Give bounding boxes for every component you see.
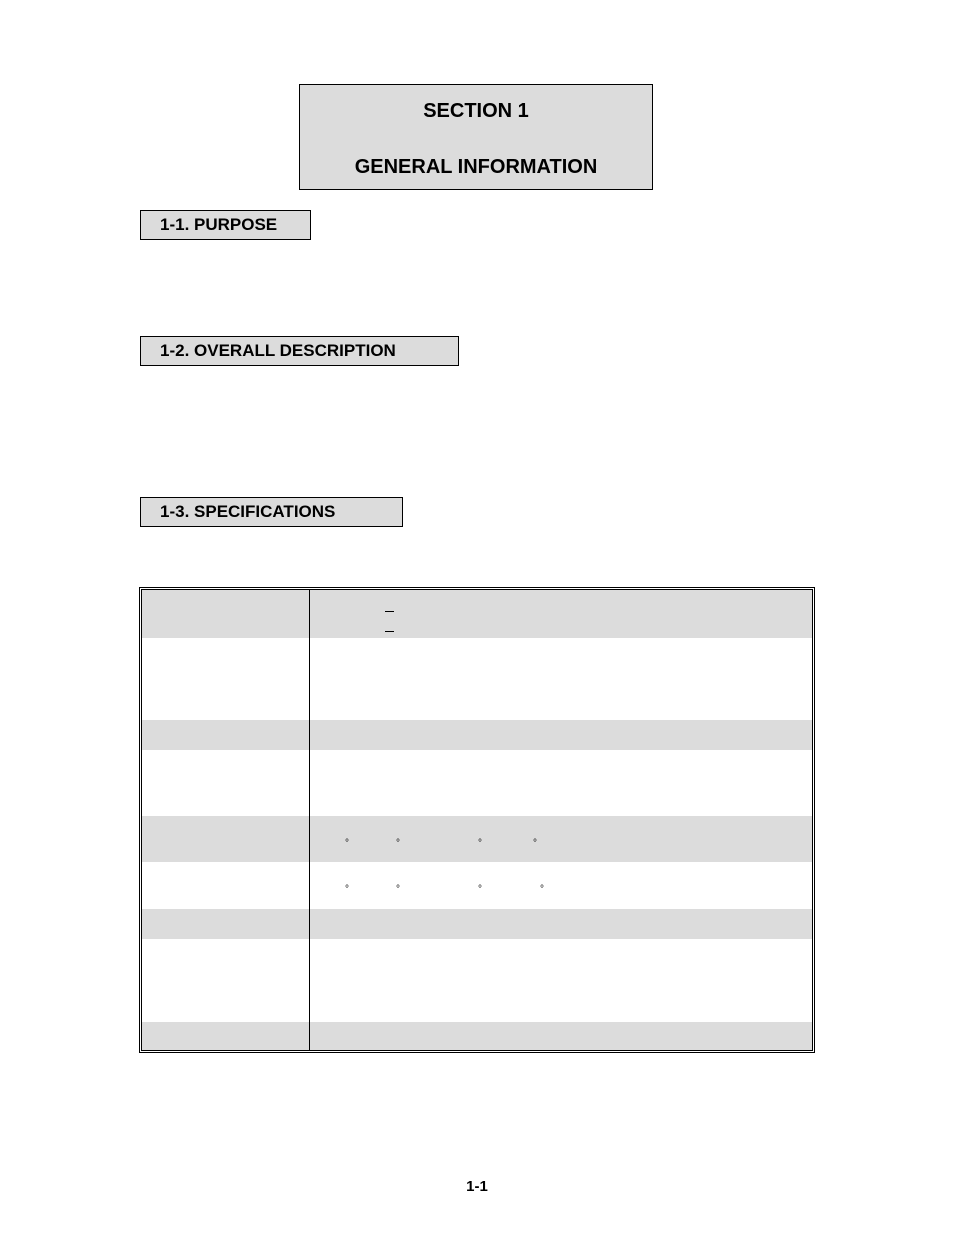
degree-symbol: ° — [533, 838, 537, 849]
column-divider — [309, 590, 310, 1050]
heading-purpose: 1-1. PURPOSE — [140, 210, 311, 240]
degree-symbol: ° — [396, 838, 400, 849]
table-row — [142, 862, 812, 909]
table-row — [142, 816, 812, 862]
section-label: SECTION 1 — [423, 100, 529, 122]
specifications-table — [139, 587, 815, 1053]
degree-symbol: ° — [478, 884, 482, 895]
degree-symbol: ° — [540, 884, 544, 895]
heading-overall-description: 1-2. OVERALL DESCRIPTION — [140, 336, 459, 366]
underline-mark — [385, 611, 394, 612]
degree-symbol: ° — [478, 838, 482, 849]
table-row — [142, 638, 812, 720]
section-title-box — [299, 84, 653, 190]
degree-symbol: ° — [396, 884, 400, 895]
heading-specifications: 1-3. SPECIFICATIONS — [140, 497, 403, 527]
section-title: GENERAL INFORMATION — [354, 156, 598, 178]
table-row — [142, 720, 812, 750]
degree-symbol: ° — [345, 884, 349, 895]
table-row — [142, 590, 812, 638]
underline-mark — [385, 631, 394, 632]
degree-symbol: ° — [345, 838, 349, 849]
table-row — [142, 909, 812, 939]
table-row — [142, 939, 812, 1022]
page-number: 1-1 — [466, 1178, 488, 1195]
table-row — [142, 1022, 812, 1050]
table-row — [142, 750, 812, 816]
